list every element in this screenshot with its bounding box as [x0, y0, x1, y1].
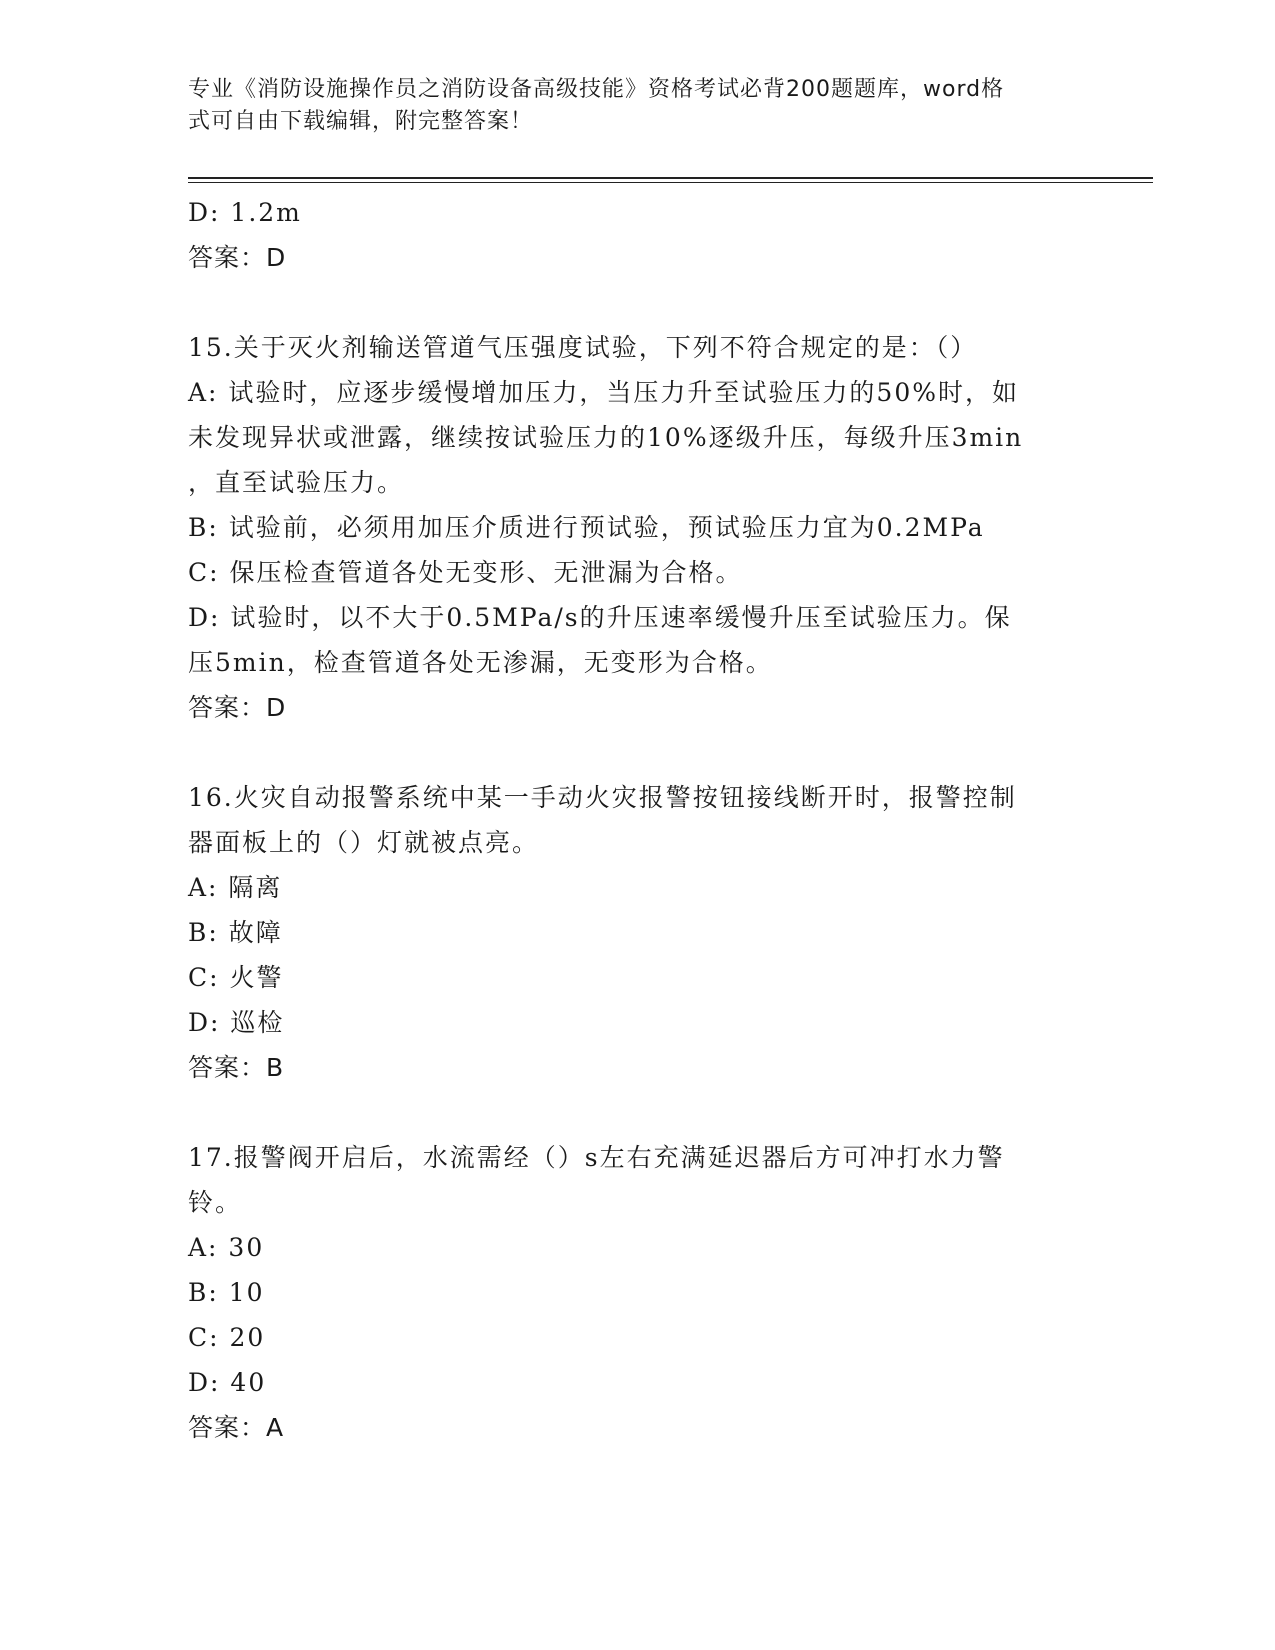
spacer — [188, 730, 1088, 775]
question-stem: 17.报警阀开启后，水流需经（）s左右充满延迟器后方可冲打水力警 — [188, 1143, 1005, 1172]
option-b: B: 试验前，必须用加压介质进行预试验，预试验压力宜为0.2MPa — [188, 513, 985, 542]
option-c: C: 20 — [188, 1323, 266, 1352]
option-a: A: 试验时，应逐步缓慢增加压力，当压力升至试验压力的50%时，如 — [188, 378, 1019, 407]
option-c: C: 保压检查管道各处无变形、无泄漏为合格。 — [188, 558, 743, 587]
question-content — [188, 190, 1088, 1450]
header-divider-thick — [188, 177, 1153, 179]
option-d: D: 40 — [188, 1368, 267, 1397]
option-a-continued: 未发现异状或泄露，继续按试验压力的10%逐级升压，每级升压3min — [188, 423, 1024, 452]
option-d: D: 巡检 — [188, 1008, 285, 1037]
option-d-continued: 压5min，检查管道各处无渗漏，无变形为合格。 — [188, 648, 773, 677]
option-a: A: 隔离 — [188, 873, 283, 902]
option-c: C: 火警 — [188, 963, 284, 992]
question-stem: 16.火灾自动报警系统中某一手动火灾报警按钮接线断开时，报警控制 — [188, 783, 1017, 812]
option-a-continued: ，直至试验压力。 — [188, 468, 405, 497]
spacer — [188, 1090, 1088, 1135]
header-divider-thin — [188, 182, 1153, 183]
header-line-2: 式可自由下载编辑，附完整答案！ — [188, 109, 534, 134]
question-16 — [188, 775, 1088, 1090]
question-17 — [188, 1135, 1088, 1450]
header-line-1: 专业《消防设施操作员之消防设备高级技能》资格考试必背200题题库，word格 — [188, 77, 1005, 102]
option-b: B: 故障 — [188, 918, 283, 947]
question-15 — [188, 325, 1088, 730]
answer-line: 答案：D — [188, 243, 287, 272]
previous-question-tail — [188, 190, 1088, 280]
option-b: B: 10 — [188, 1278, 265, 1307]
document-header — [188, 74, 1068, 138]
question-stem: 15.关于灭火剂输送管道气压强度试验，下列不符合规定的是：（） — [188, 333, 978, 362]
question-stem-continued: 器面板上的（）灯就被点亮。 — [188, 828, 540, 857]
answer-line: 答案：D — [188, 693, 287, 722]
question-stem-continued: 铃。 — [188, 1188, 243, 1217]
option-a: A: 30 — [188, 1233, 265, 1262]
answer-line: 答案：B — [188, 1053, 285, 1082]
answer-line: 答案：A — [188, 1413, 285, 1442]
option-d: D: 1.2m — [188, 198, 302, 227]
option-d: D: 试验时，以不大于0.5MPa/s的升压速率缓慢升压至试验压力。保 — [188, 603, 1012, 632]
spacer — [188, 280, 1088, 325]
